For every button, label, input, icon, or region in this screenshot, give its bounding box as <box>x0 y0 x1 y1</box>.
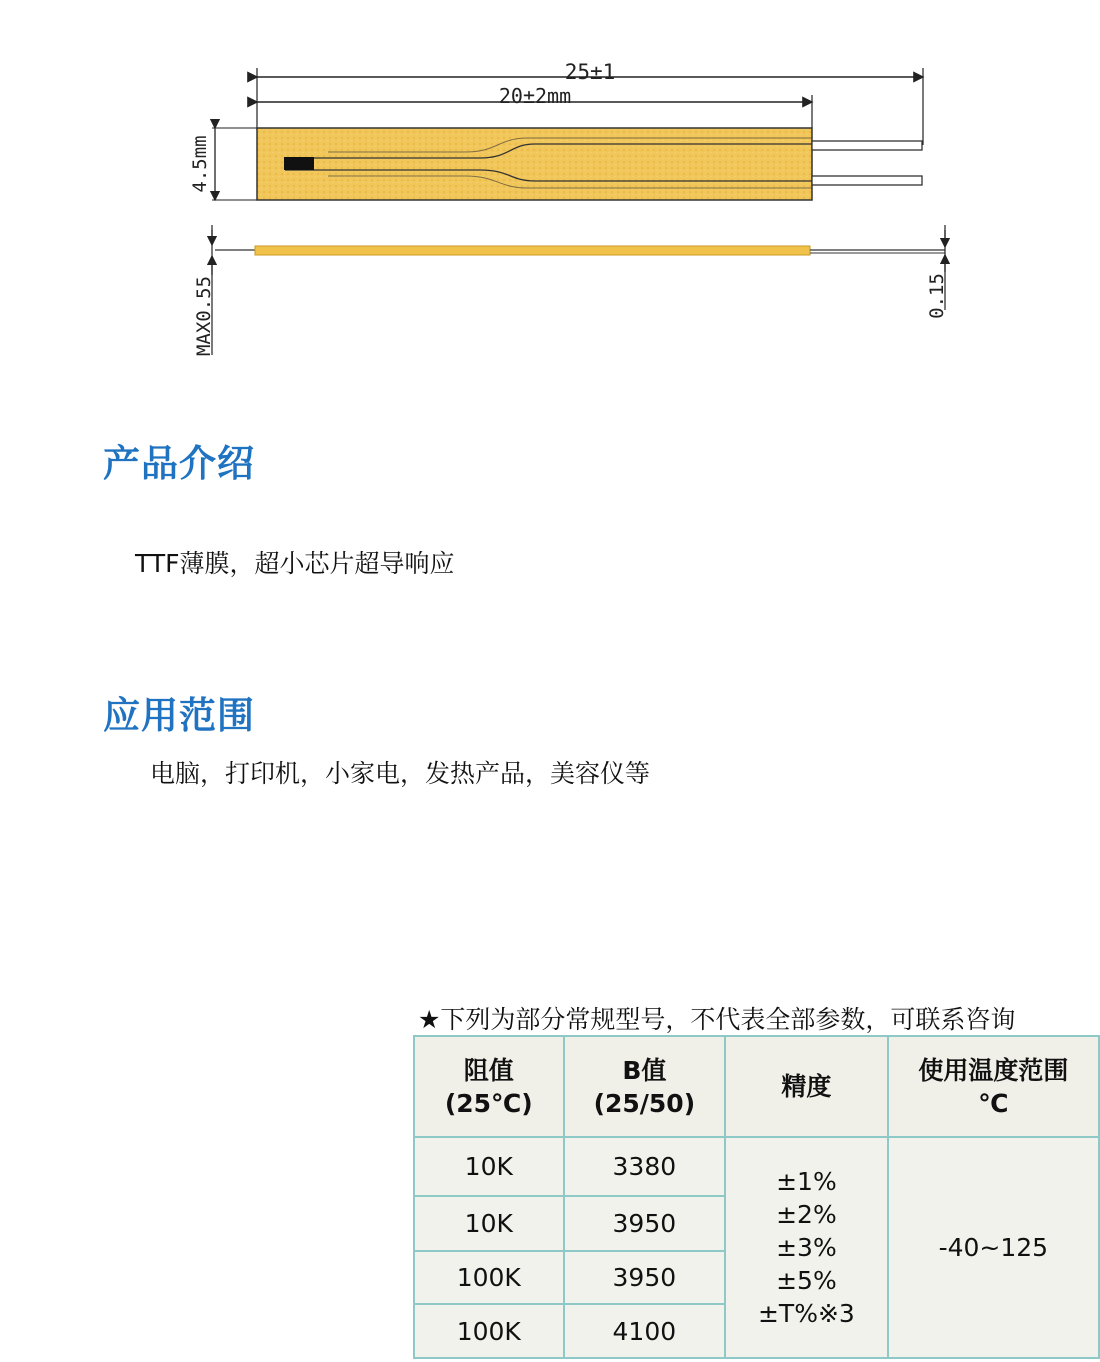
cell-resistance: 10K <box>414 1196 564 1251</box>
chip <box>284 157 314 170</box>
thermistor-drawing <box>160 40 970 362</box>
cell-b-value: 3950 <box>564 1196 726 1251</box>
accuracy-item: ±3% <box>776 1233 837 1262</box>
intro-heading: 产品介绍 <box>103 442 255 485</box>
intro-text: TTF薄膜，超小芯片超导响应 <box>135 549 455 578</box>
dim-total-label: 25±1 <box>564 60 616 84</box>
table-row <box>414 1137 1099 1196</box>
dimension-diagram <box>160 40 970 362</box>
accuracy-item: ±2% <box>776 1200 837 1229</box>
header-accuracy: 精度 <box>725 1036 888 1137</box>
dim-body-label: 20±2mm <box>498 84 572 108</box>
dim-max-thickness-label: MAX0.55 <box>193 275 215 357</box>
lead-top <box>812 141 922 150</box>
application-heading: 应用范围 <box>103 694 255 737</box>
dim-width-label: 4.5mm <box>189 135 211 193</box>
film-side-view <box>255 246 810 255</box>
spec-table <box>413 1035 1100 1359</box>
accuracy-item: ±5% <box>776 1266 837 1295</box>
film-body <box>257 128 812 200</box>
table-note: ★下列为部分常规型号，不代表全部参数，可联系咨询 <box>418 1005 1016 1034</box>
cell-resistance: 100K <box>414 1304 564 1358</box>
cell-b-value: 3380 <box>564 1137 726 1196</box>
dim-lead-thickness-label: 0.15 <box>926 273 948 319</box>
cell-accuracy <box>725 1137 888 1358</box>
cell-b-value: 3950 <box>564 1251 726 1304</box>
application-text: 电脑，打印机，小家电，发热产品，美容仪等 <box>150 759 651 788</box>
cell-resistance: 10K <box>414 1137 564 1196</box>
cell-temp-range: -40~125 <box>888 1137 1099 1358</box>
accuracy-item: ±1% <box>776 1167 837 1196</box>
header-b-value: B值 (25/50) <box>564 1036 726 1137</box>
header-temp-range: 使用温度范围 ℃ <box>888 1036 1099 1137</box>
table-header-row <box>414 1036 1099 1137</box>
accuracy-item: ±T%※3 <box>757 1299 855 1328</box>
header-resistance: 阻值 (25℃) <box>414 1036 564 1137</box>
lead-bottom <box>812 176 922 185</box>
cell-b-value: 4100 <box>564 1304 726 1358</box>
cell-resistance: 100K <box>414 1251 564 1304</box>
